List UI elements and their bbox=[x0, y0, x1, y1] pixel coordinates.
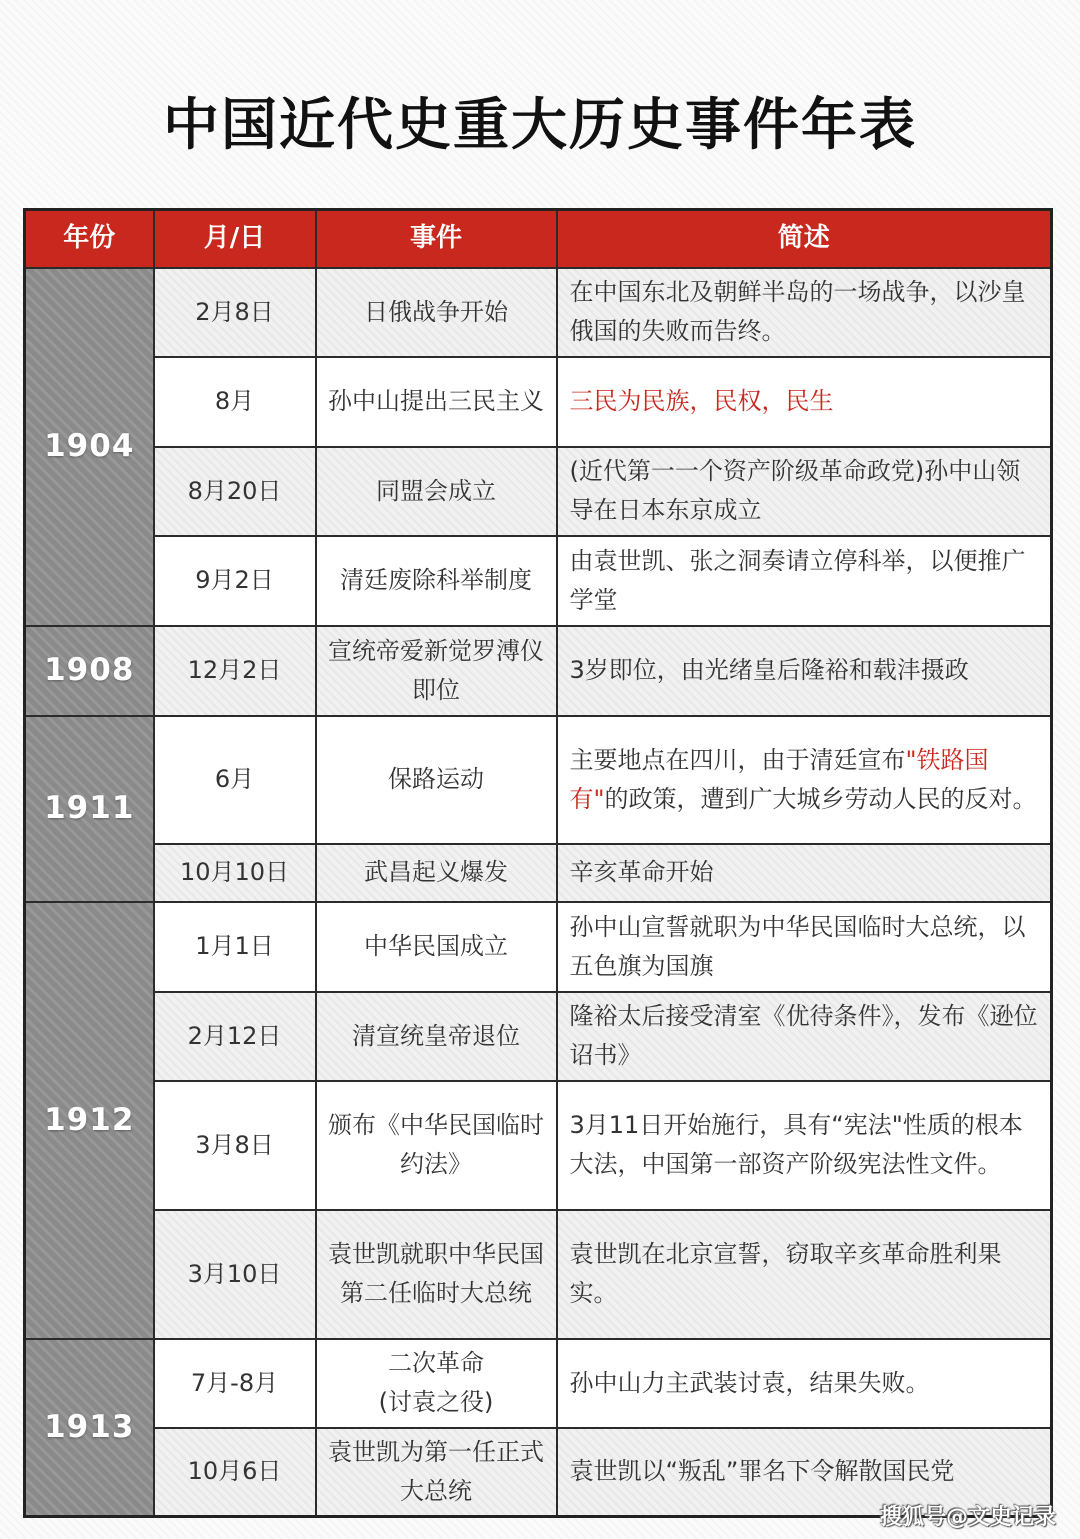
desc-highlight: "铁路国有" bbox=[569, 745, 989, 813]
year-cell-1904: 1904 bbox=[25, 268, 154, 626]
event-cell: 日俄战争开始 bbox=[316, 268, 557, 357]
date-cell: 3月8日 bbox=[154, 1081, 316, 1210]
date-cell: 10月10日 bbox=[154, 844, 316, 902]
page-title: 中国近代史重大历史事件年表 bbox=[163, 93, 917, 158]
header-date: 月/日 bbox=[154, 210, 316, 268]
header-event: 事件 bbox=[316, 210, 557, 268]
event-cell: 孙中山提出三民主义 bbox=[316, 357, 557, 447]
desc-cell: 袁世凯以“叛乱”罪名下令解散国民党 bbox=[557, 1428, 1052, 1517]
date-cell: 6月 bbox=[154, 716, 316, 844]
desc-cell: 在中国东北及朝鲜半岛的一场战争，以沙皇俄国的失败而告终。 bbox=[557, 268, 1052, 357]
date-cell: 8月 bbox=[154, 357, 316, 447]
event-cell bbox=[316, 1339, 557, 1428]
table-header-row bbox=[25, 210, 1052, 268]
desc-cell: 3岁即位，由光绪皇后隆裕和载沣摄政 bbox=[557, 626, 1052, 716]
watermark: 搜狐号@文史记录 bbox=[879, 1505, 1056, 1530]
desc-cell: 3月11日开始施行，具有“宪法"性质的根本大法，中国第一部资产阶级宪法性文件。 bbox=[557, 1081, 1052, 1210]
date-cell: 3月10日 bbox=[154, 1210, 316, 1339]
desc-cell: 辛亥革命开始 bbox=[557, 844, 1052, 902]
event-cell: 袁世凯就职中华民国第二任临时大总统 bbox=[316, 1210, 557, 1339]
desc-cell: 孙中山宣誓就职为中华民国临时大总统，以五色旗为国旗 bbox=[557, 902, 1052, 992]
table-row bbox=[25, 536, 1052, 626]
table-row bbox=[25, 1081, 1052, 1210]
year-cell-1908: 1908 bbox=[25, 626, 154, 716]
desc-cell: 由袁世凯、张之洞奏请立停科举，以便推广学堂 bbox=[557, 536, 1052, 626]
desc-cell bbox=[557, 716, 1052, 844]
event-cell: 颁布《中华民国临时约法》 bbox=[316, 1081, 557, 1210]
event-cell: 武昌起义爆发 bbox=[316, 844, 557, 902]
event-text: 二次革命 bbox=[388, 1349, 484, 1377]
event-subtext: (讨袁之役) bbox=[378, 1388, 494, 1416]
year-cell-1913: 1913 bbox=[25, 1339, 154, 1517]
year-cell-1912: 1912 bbox=[25, 902, 154, 1339]
table-row bbox=[25, 1339, 1052, 1428]
date-cell: 2月8日 bbox=[154, 268, 316, 357]
desc-text: 主要地点在四川，由于清廷宣布 bbox=[569, 745, 906, 774]
event-cell: 清宣统皇帝退位 bbox=[316, 992, 557, 1081]
date-cell: 7月-8月 bbox=[154, 1339, 316, 1428]
table-row bbox=[25, 357, 1052, 447]
desc-cell: 隆裕太后接受清室《优待条件》，发布《逊位诏书》 bbox=[557, 992, 1052, 1081]
year-cell-1911: 1911 bbox=[25, 716, 154, 902]
table-row bbox=[25, 716, 1052, 844]
event-cell: 宣统帝爱新觉罗溥仪即位 bbox=[316, 626, 557, 716]
header-year: 年份 bbox=[25, 210, 154, 268]
desc-text: 的政策，遭到广大城乡劳动人民的反对。 bbox=[604, 784, 1037, 813]
table-row bbox=[25, 626, 1052, 716]
desc-cell: 袁世凯在北京宣誓，窃取辛亥革命胜利果实。 bbox=[557, 1210, 1052, 1339]
event-cell: 同盟会成立 bbox=[316, 447, 557, 536]
table-row bbox=[25, 447, 1052, 536]
desc-cell: 孙中山力主武装讨袁，结果失败。 bbox=[557, 1339, 1052, 1428]
table-row bbox=[25, 902, 1052, 992]
date-cell: 8月20日 bbox=[154, 447, 316, 536]
desc-cell: 三民为民族，民权，民生 bbox=[557, 357, 1052, 447]
date-cell: 9月2日 bbox=[154, 536, 316, 626]
event-cell: 清廷废除科举制度 bbox=[316, 536, 557, 626]
table-row bbox=[25, 268, 1052, 357]
event-cell: 保路运动 bbox=[316, 716, 557, 844]
table-row bbox=[25, 1210, 1052, 1339]
date-cell: 12月2日 bbox=[154, 626, 316, 716]
date-cell: 1月1日 bbox=[154, 902, 316, 992]
date-cell: 2月12日 bbox=[154, 992, 316, 1081]
event-cell: 中华民国成立 bbox=[316, 902, 557, 992]
timeline-table bbox=[23, 208, 1053, 1518]
table-row bbox=[25, 844, 1052, 902]
table-row bbox=[25, 992, 1052, 1081]
desc-cell: (近代第一一个资产阶级革命政党)孙中山领导在日本东京成立 bbox=[557, 447, 1052, 536]
date-cell: 10月6日 bbox=[154, 1428, 316, 1517]
event-cell: 袁世凯为第一任正式大总统 bbox=[316, 1428, 557, 1517]
header-desc: 简述 bbox=[557, 210, 1052, 268]
